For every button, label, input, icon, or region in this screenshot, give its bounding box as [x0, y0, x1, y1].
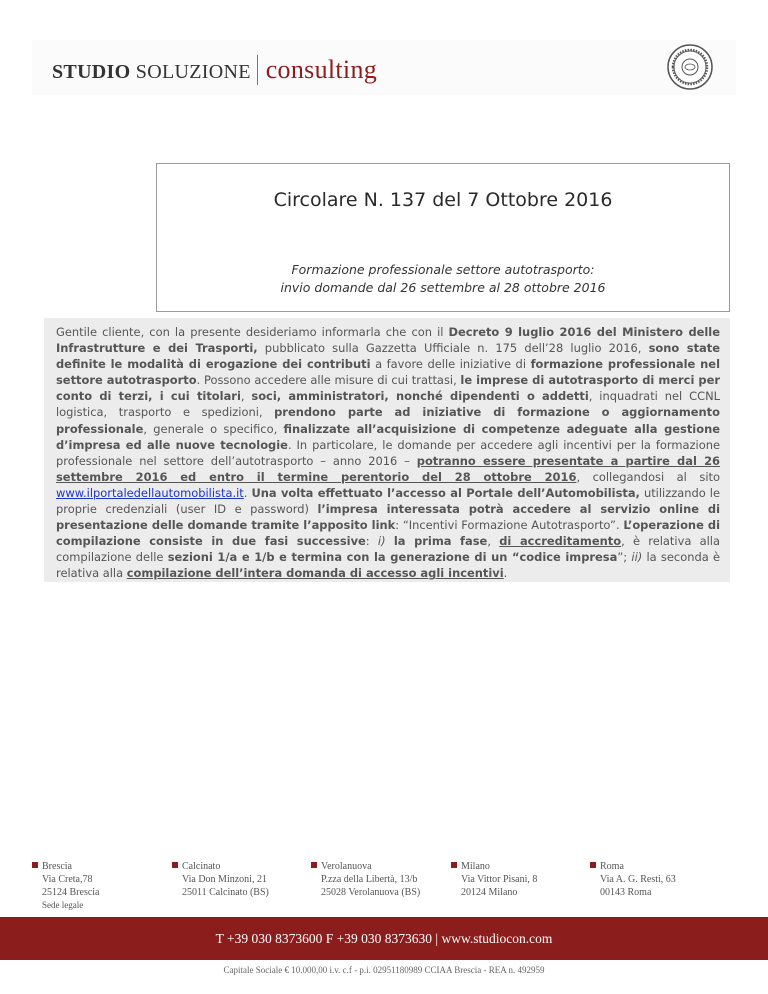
office-roma: Roma Via A. G. Resti, 63 00143 Roma — [590, 860, 676, 899]
certification-seal-icon — [667, 44, 713, 90]
office-brescia: Brescia Via Creta,78 25124 Brescia Sede legale — [32, 860, 100, 912]
body-paragraph: Gentile cliente, con la presente desideriamo informarla che con il Decreto 9 luglio 2016 del Ministero delle Infrastrutture e dei Trasporti, pubblicato sulla Gazzetta Ufficiale n. 175 dell’28 luglio 2016, sono state definite le modalità di erogazione dei contributi a favore delle iniziative di formazione professionale nel settore autotrasporto. Possono accedere alle misure di cui trattasi, le imprese di autotrasporto di merci per conto di terzi, i cui titolari, soci, amministratori, nonché dipendenti o addetti, inquadrati nel CCNL logistica, trasporto e spedizioni, prendono parte ad iniziative di formazione o aggiornamento professionale, generale o specifico, finalizzate all’acquisizione di competenze adeguate alla gestione d’impresa ed alle nuove tecnologie. In particolare, le domande per accedere agli incentivi per la formazione professionale nel settore dell’autotrasporto – anno 2016 – potranno essere presentate a partire dal 26 settembre 2016 ed entro il termine perentorio del 28 ottobre 2016, collegandosi al sito www.ilportaledellautomobilista.it. Una volta effettuato l’accesso al Portale dell’Automobilista, utilizzando le proprie credenziali (user ID e password) l’impresa interessata potrà accedere al servizio online di presentazione delle domande tramite l’apposito link: “Incentivi Formazione Autotrasporto”. L’operazione di compilazione consiste in due fasi successive: i) la prima fase, di accreditamento, è relativa alla compilazione delle sezioni 1/a e 1/b e termina con la generazione di un “codice impresa”; ii) la seconda è relativa alla compilazione dell’intera domanda di accesso agli incentivi. — [44, 318, 730, 582]
bullet-square-icon — [32, 862, 38, 868]
contact-band — [0, 917, 768, 960]
bullet-square-icon — [172, 862, 178, 868]
office-milano: Milano Via Vittor Pisani, 8 20124 Milano — [451, 860, 537, 899]
circular-subtitle: Formazione professionale settore autotrasporto: invio domande dal 26 settembre al 28 ottobre 2016 — [280, 262, 606, 295]
bullet-square-icon — [311, 862, 317, 868]
bullet-square-icon — [590, 862, 596, 868]
circular-title: Circolare N. 137 del 7 Ottobre 2016 — [273, 189, 613, 211]
portal-link[interactable]: www.ilportaledellautomobilista.it — [56, 485, 244, 500]
office-calcinato: Calcinato Via Don Minzoni, 21 25011 Calcinato (BS) — [172, 860, 269, 899]
logo-divider — [257, 55, 258, 85]
legal-footer: Capitale Sociale € 10.000,00 i.v. c.f - p.i. 02951180989 CCIAA Brescia - REA n. 492959 — [223, 965, 545, 975]
circular-header-box — [156, 163, 730, 312]
contact-line: T +39 030 8373600 F +39 030 8373630 | www.studiocon.com — [215, 931, 553, 946]
office-list — [32, 860, 736, 910]
office-verolanuova: Verolanuova P.zza della Libertà, 13/b 25028 Verolanuova (BS) — [311, 860, 420, 899]
bullet-square-icon — [451, 862, 457, 868]
company-logo: STUDIO SOLUZIONE consulting — [52, 55, 378, 84]
